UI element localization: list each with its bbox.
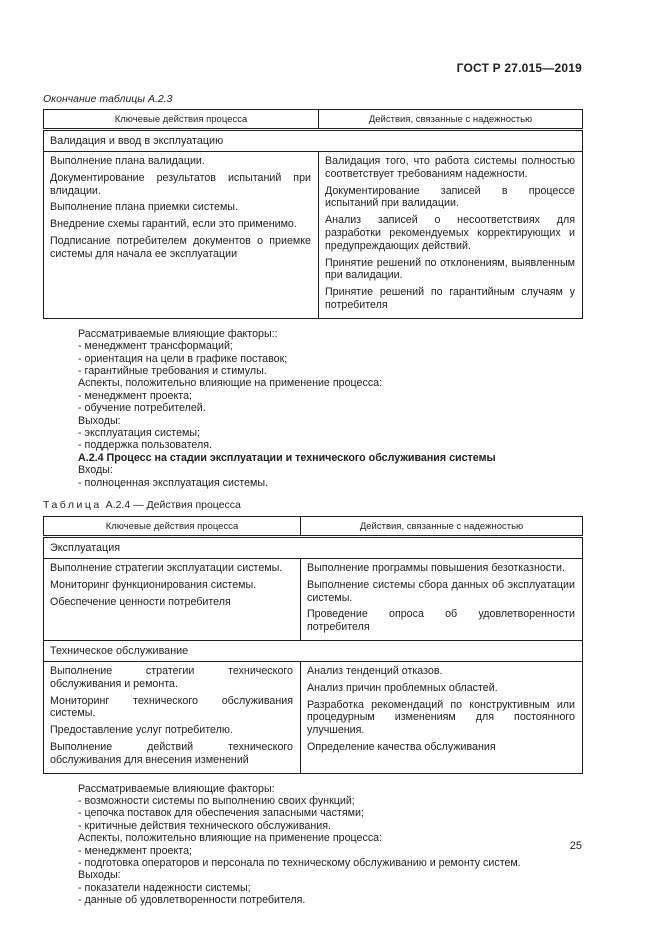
text-line: - ориентация на цели в графике поставок; <box>78 352 288 365</box>
table-a24-section2-title: Техническое обслуживание <box>44 641 583 662</box>
table-a24-section1-title: Эксплуатация <box>44 537 583 559</box>
cell-paragraph: Выполнение плана приемки системы. <box>50 201 238 214</box>
text-line: - менеджмент проекта; <box>78 844 192 857</box>
table-a23-header-row <box>44 110 583 130</box>
table-a23-caption: Окончание таблицы А.2.3 <box>43 93 173 105</box>
cell-paragraph: Обеспечение ценности потребителя <box>50 595 231 608</box>
cell-paragraph: Подписание потребителем документов о приемке системы для начала ее эксплуатации <box>50 234 311 260</box>
clause-a24-heading: А.2.4 Процесс на стадии эксплуатации и технического обслуживания системы <box>78 451 496 464</box>
table-a24-section-row <box>44 641 583 662</box>
page-content <box>43 0 583 907</box>
cell-paragraph: Мониторинг технического обслуживания системы. <box>50 694 293 720</box>
cell-paragraph: Предоставление услуг потребителю. <box>50 724 233 737</box>
notes-block-a24 <box>78 783 583 907</box>
table-a23-right-cell <box>319 152 583 319</box>
cell-paragraph: Выполнение программы повышения безотказности. <box>307 562 565 575</box>
table-a24-section-row <box>44 537 583 559</box>
cell-paragraph: Выполнение действий технического обслуживания для внесения изменений <box>50 741 293 766</box>
text-line: Аспекты, положительно влияющие на применение процесса: <box>78 377 383 390</box>
table-a24-col1-header: Ключевые действия процесса <box>44 517 301 537</box>
table-a23-left-cell <box>44 152 319 319</box>
table-a23-body-row <box>44 152 583 319</box>
text-line: Аспекты, положительно влияющие на применение процесса: <box>78 832 383 845</box>
standard-number: ГОСТ Р 27.015—2019 <box>456 61 582 75</box>
text-line: - возможности системы по выполнению своих функций; <box>78 795 355 808</box>
cell-paragraph: Мониторинг функционирования системы. <box>50 578 257 591</box>
table-a24-caption-word: Таблица <box>43 499 102 512</box>
table-a24-col2-header: Действия, связанные с надежностью <box>301 517 583 537</box>
table-a24 <box>43 516 583 774</box>
text-line: - полноценная эксплуатация системы. <box>78 476 269 489</box>
cell-paragraph: Анализ записей о несоответствиях для разработки рекомендуемых корректирующих и предупреждающих действий. <box>325 214 575 252</box>
table-a23 <box>43 109 583 319</box>
text-line: - поддержка пользователя. <box>78 439 213 452</box>
text-line: - менеджмент проекта; <box>78 389 192 402</box>
text-line: - обучение потребителей. <box>78 402 206 415</box>
notes-block-a23 <box>78 328 583 489</box>
cell-paragraph: Принятие решений по гарантийным случаям у потребителя <box>325 286 575 311</box>
cell-paragraph: Документирование результатов испытаний при влидации. <box>50 171 311 197</box>
cell-paragraph: Выполнение системы сбора данных об эксплуатации системы. <box>307 578 575 604</box>
text-line: - цепочка поставок для обеспечения запасными частями; <box>78 807 364 820</box>
text-line: Выходы: <box>78 869 121 882</box>
text-line: Рассматриваемые влияющие факторы:: <box>78 327 278 340</box>
table-a23-col1-header: Ключевые действия процесса <box>44 110 319 130</box>
text-line: - критичные действия технического обслуживания. <box>78 819 331 832</box>
cell-paragraph: Разработка рекомендаций по конструктивным или процедурным изменениям для постоянного улучшения. <box>307 698 575 737</box>
text-line: - гарантийные требования и стимулы. <box>78 364 267 377</box>
table-a24-section1-left-cell <box>44 559 301 641</box>
cell-paragraph: Анализ причин проблемных областей. <box>307 681 498 694</box>
text-line: Рассматриваемые влияющие факторы: <box>78 782 275 795</box>
text-line: - подготовка операторов и персонала по техническому обслуживанию и ремонту систем. <box>78 857 521 870</box>
text-line: Выходы: <box>78 414 121 427</box>
table-a24-caption-rest: А.2.4 — Действия процесса <box>105 499 241 512</box>
cell-paragraph: Анализ тенденций отказов. <box>307 665 443 678</box>
text-line: - данные об удовлетворенности потребителя. <box>78 894 306 907</box>
text-line: - менеджмент трансформаций; <box>78 340 233 353</box>
cell-paragraph: Выполнение плана валидации. <box>50 155 205 167</box>
table-a24-header-row <box>44 517 583 537</box>
table-a23-section-row <box>44 130 583 152</box>
text-line: Входы: <box>78 464 113 477</box>
text-line: - эксплуатация системы; <box>78 427 201 440</box>
table-a24-section2-left-cell <box>44 662 301 774</box>
text-line: - показатели надежности системы; <box>78 881 251 894</box>
table-a24-section1-right-cell <box>301 559 583 641</box>
table-a24-body-row <box>44 559 583 641</box>
page-number: 25 <box>569 840 582 852</box>
cell-paragraph: Документирование записей в процессе испытаний при валидации. <box>325 184 575 210</box>
cell-paragraph: Валидация того, что работа системы полностью соответствует требованиям надежности. <box>325 155 575 180</box>
cell-paragraph: Внедрение схемы гарантий, если это применимо. <box>50 218 297 231</box>
table-a24-section2-right-cell <box>301 662 583 774</box>
table-a24-caption <box>43 499 583 511</box>
table-a23-section-title: Валидация и ввод в эксплуатацию <box>44 130 583 152</box>
cell-paragraph: Определение качества обслуживания <box>307 741 496 754</box>
cell-paragraph: Выполнение стратегии технического обслуживания и ремонта. <box>50 665 293 690</box>
table-a23-col2-header: Действия, связанные с надежностью <box>319 110 583 130</box>
table-a24-body-row <box>44 662 583 774</box>
cell-paragraph: Принятие решений по отклонениям, выявленным при валидации. <box>325 256 575 282</box>
cell-paragraph: Проведение опроса об удовлетворенности потребителя <box>307 608 575 634</box>
cell-paragraph: Выполнение стратегии эксплуатации системы. <box>50 562 283 575</box>
